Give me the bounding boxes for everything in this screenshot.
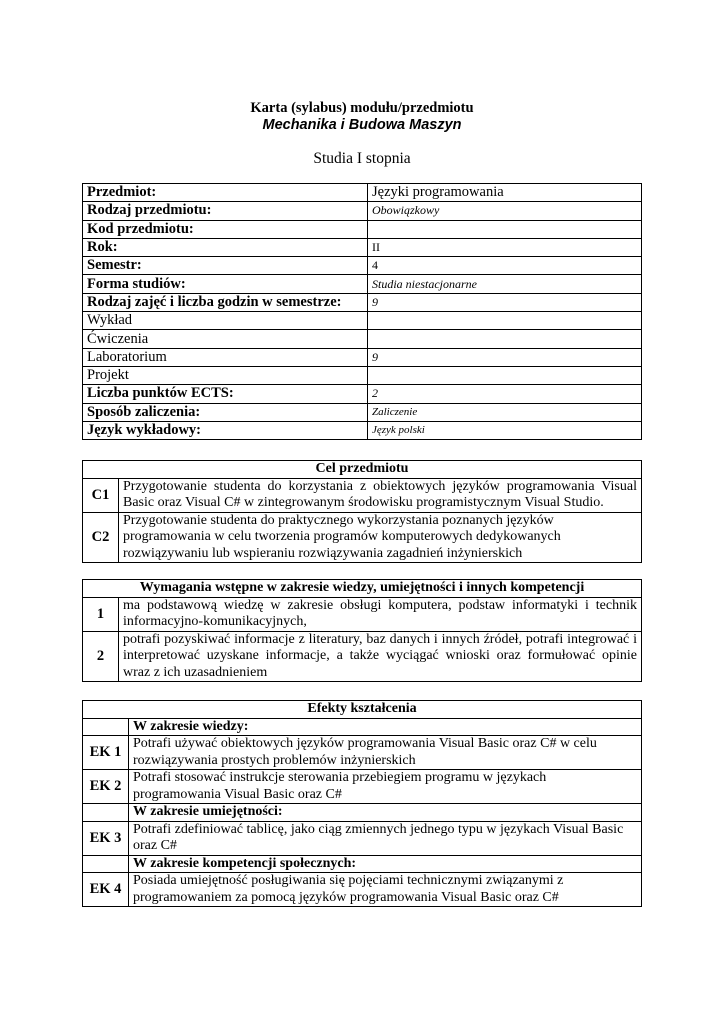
info-value (368, 220, 642, 238)
outcome-code: EK 1 (83, 736, 129, 770)
table-row (83, 184, 642, 202)
info-value: II (368, 238, 642, 256)
outcome-text: Potrafi używać obiektowych języków programowania Visual Basic oraz C# w celu rozwiązywania prostych problemów inżynierskich (129, 736, 642, 770)
table-row (83, 385, 642, 403)
document-title: Karta (sylabus) modułu/przedmiotu (250, 100, 474, 116)
info-label: Rodzaj przedmiotu: (83, 202, 368, 220)
section-heading: Wymagania wstępne w zakresie wiedzy, umiejętności i innych kompetencji (83, 580, 642, 598)
info-label: Laboratorium (83, 348, 368, 366)
requirement-text: ma podstawową wiedzę w zakresie obsługi komputera, podstaw informatyki i technik informacyjno-komunikacyjnych, (119, 597, 642, 631)
outcome-code: EK 2 (83, 770, 129, 804)
info-label: Liczba punktów ECTS: (83, 385, 368, 403)
goal-text: Przygotowanie studenta do korzystania z obiektowych języków programowania Visual Basic oraz Visual C# w zintegrowanym środowisku programistycznym Visual Studio. (119, 478, 642, 512)
table-row (83, 257, 642, 275)
table-row (83, 238, 642, 256)
table-row (83, 855, 642, 873)
knowledge-heading: W zakresie wiedzy: (129, 718, 642, 736)
outcome-text: Potrafi zdefiniować tablicę, jako ciąg zmiennych jednego typu w językach Visual Basic oraz C# (129, 821, 642, 855)
info-value: Zaliczenie (368, 403, 642, 421)
info-value (368, 330, 642, 348)
info-label: Język wykładowy: (83, 421, 368, 439)
info-label: Kod przedmiotu: (83, 220, 368, 238)
social-competence-heading: W zakresie kompetencji społecznych: (129, 855, 642, 873)
info-label: Sposób zaliczenia: (83, 403, 368, 421)
info-value (368, 366, 642, 384)
table-row (83, 736, 642, 770)
requirement-code: 2 (83, 631, 119, 682)
info-label: Ćwiczenia (83, 330, 368, 348)
info-value: Studia niestacjonarne (368, 275, 642, 293)
field-of-study: Mechanika i Budowa Maszyn (262, 117, 462, 133)
info-label: Projekt (83, 366, 368, 384)
info-value: 9 (368, 348, 642, 366)
info-label: Semestr: (83, 257, 368, 275)
course-info-table (82, 183, 642, 440)
goal-code: C1 (83, 478, 119, 512)
info-value: 9 (368, 293, 642, 311)
table-row (83, 348, 642, 366)
skills-heading: W zakresie umiejętności: (129, 804, 642, 822)
info-value (368, 312, 642, 330)
table-row (83, 330, 642, 348)
outcome-code: EK 3 (83, 821, 129, 855)
study-level: Studia I stopnia (313, 150, 411, 167)
goal-code: C2 (83, 512, 119, 563)
table-row (83, 804, 642, 822)
table-row (83, 366, 642, 384)
table-row (83, 312, 642, 330)
info-value: Języki programowania (368, 184, 642, 202)
table-row (83, 597, 642, 631)
outcomes-table (82, 700, 642, 907)
table-row (83, 275, 642, 293)
section-heading: Efekty kształcenia (83, 701, 642, 719)
table-row (83, 403, 642, 421)
outcome-text: Potrafi stosować instrukcje sterowania przebiegiem programu w językach programowania Visual Basic oraz C# (129, 770, 642, 804)
requirement-text: potrafi pozyskiwać informacje z literatury, baz danych i innych źródeł, potrafi integrować i interpretować uzyskane informacje, a także wyciągać wnioski oraz formułować opinie wraz z ich uzasadnieniem (119, 631, 642, 682)
goal-text: Przygotowanie studenta do praktycznego wykorzystania poznanych języków programowania w celu tworzenia programów komputerowych dedykowanych rozwiązywaniu lub wspieraniu rozwiązywania zagadnień inżynierskich (119, 512, 642, 563)
table-row (83, 478, 642, 512)
info-label: Rok: (83, 238, 368, 256)
table-row (83, 202, 642, 220)
info-value: 2 (368, 385, 642, 403)
table-row (83, 421, 642, 439)
table-row (83, 718, 642, 736)
goals-table (82, 460, 642, 563)
info-label: Forma studiów: (83, 275, 368, 293)
table-row (83, 512, 642, 563)
outcome-text: Posiada umiejętność posługiwania się pojęciami technicznymi związanymi z programowaniem za pomocą języków programowania Visual Basic oraz C# (129, 873, 642, 907)
table-row (83, 631, 642, 682)
info-value: 4 (368, 257, 642, 275)
info-value: Obowiązkowy (368, 202, 642, 220)
info-value: Język polski (368, 421, 642, 439)
requirements-table (82, 579, 642, 682)
table-row (83, 770, 642, 804)
requirement-code: 1 (83, 597, 119, 631)
table-row (83, 821, 642, 855)
section-heading: Cel przedmiotu (83, 461, 642, 479)
table-row (83, 293, 642, 311)
info-label: Rodzaj zajęć i liczba godzin w semestrze: (83, 293, 368, 311)
info-label: Wykład (83, 312, 368, 330)
outcome-code: EK 4 (83, 873, 129, 907)
table-row (83, 220, 642, 238)
info-label: Przedmiot: (83, 184, 368, 202)
table-row (83, 873, 642, 907)
